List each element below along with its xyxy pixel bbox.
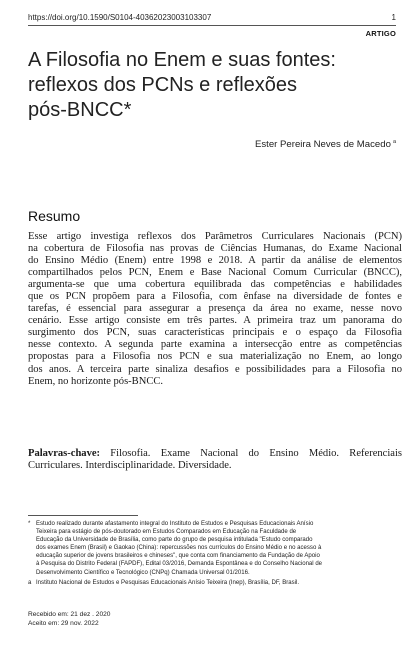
footnote-line: dos exames Enem (Brasil) e Gaokao (China): repercussões nos currículos do Ensino Médio e no acesso à — [36, 545, 322, 552]
footnote-line: Desenvolvimento Científico e Tecnológico (CNPq) Chamada Universal 01/2016. — [36, 569, 250, 576]
abstract-line: tarefas, é essencial para assegurar a presença da área no exame, nesse novo — [28, 303, 402, 315]
abstract-line: argumenta-se que uma cobertura equilibrada das competências e habilidades — [28, 279, 402, 291]
keywords-label: Palavras-chave: — [28, 448, 101, 459]
footnote-mark: * — [28, 521, 31, 527]
abstract-line: na cobertura de Filosofia nas provas de Ciências Humanas, do Exame Nacional — [28, 243, 402, 255]
doi-link[interactable]: https://doi.org/10.1590/S0104-40362023003103307 — [28, 13, 212, 22]
footnote-funding — [28, 520, 402, 577]
footnote-line: Estudo realizado durante afastamento integral do Instituto de Estudos e Pesquisas Educacionais Anísio — [36, 521, 314, 527]
footnote-line: Instituto Nacional de Estudos e Pesquisas Educacionais Anísio Teixeira (Inep), Brasília, DF, Brasil. — [36, 579, 300, 586]
abstract-line: dos anos. A terceira parte sinaliza desafios e possibilidades para a Filosofia no — [28, 363, 402, 375]
title-line: pós-BNCC* — [28, 99, 132, 121]
title-line: A Filosofia no Enem e suas fontes: — [28, 49, 336, 71]
abstract-line: surgimento dos PCN, suas características principais e o espaço da Filosofia — [28, 327, 402, 339]
abstract-line: propostas para a Filosofia nos PCN e sua materialização no Enem, ao longo — [28, 351, 402, 363]
footnote-line: Teixeira para estágio de pós-doutorado em Estudos Comparados em Educação na Faculdade de — [36, 529, 297, 536]
abstract-heading: Resumo — [28, 208, 81, 224]
footnote-affiliation — [28, 579, 402, 587]
abstract-line: que os PCN propõem para a Filosofia, com ênfase na diversidade de fontes e — [28, 291, 402, 303]
footnote-line: à Pesquisa do Distrito Federal (FAPDF), Edital 03/2016, Demanda Espontânea e do Conselho Nacional de — [36, 561, 323, 568]
received-date: Recebido em: 21 dez . 2020 — [28, 611, 111, 618]
keywords — [28, 448, 402, 472]
abstract-line: nesse contexto. A segunda parte examina a intersecção entre as competências — [28, 339, 402, 351]
footnote-line: Educação da Universidade de Brasília, como parte do grupo de pesquisa intitulada "Estudo comparado — [36, 537, 313, 544]
header-divider — [28, 25, 396, 26]
page-number: 1 — [391, 13, 396, 22]
author-name: Ester Pereira Neves de Macedo — [254, 139, 391, 150]
keywords-line — [28, 448, 402, 460]
footnotes — [28, 520, 402, 589]
author-affiliation-mark: a — [392, 139, 396, 145]
abstract-line: compartilhados pelos PCN, Enem e Base Nacional Comum Curricular (BNCC), — [28, 267, 402, 279]
section-label: ARTIGO — [365, 29, 396, 38]
keywords-line: Curriculares. Interdisciplinaridade. Diversidade. — [28, 460, 232, 472]
keywords-text: Filosofia. Exame Nacional do Ensino Médio. Referenciais — [100, 448, 402, 459]
footnote-line: educação superior de jovens brasileiros e chineses", que conta com financiamento da Fundação de Apoio — [36, 553, 320, 560]
abstract-line: Esse artigo investiga reflexos dos Parâmetros Curriculares Nacionais (PCN) — [28, 231, 402, 242]
footnote-divider — [28, 515, 138, 516]
submission-dates — [28, 611, 110, 628]
abstract-body — [28, 231, 402, 388]
article-title — [28, 48, 398, 123]
abstract-line: do Ensino Médio (Enem) entre 1998 e 2018. A partir da análise de elementos — [28, 255, 402, 267]
abstract-line: cenário. Esse artigo consiste em três partes. A primeira traz um panorama do — [28, 315, 402, 327]
abstract-line: Enem, no horizonte pós-BNCC. — [28, 375, 164, 387]
accepted-date: Aceito em: 29 nov. 2022 — [28, 619, 99, 627]
footnote-mark: a — [28, 579, 32, 586]
title-line: reflexos dos PCNs e reflexões — [28, 74, 298, 96]
author — [255, 139, 396, 150]
